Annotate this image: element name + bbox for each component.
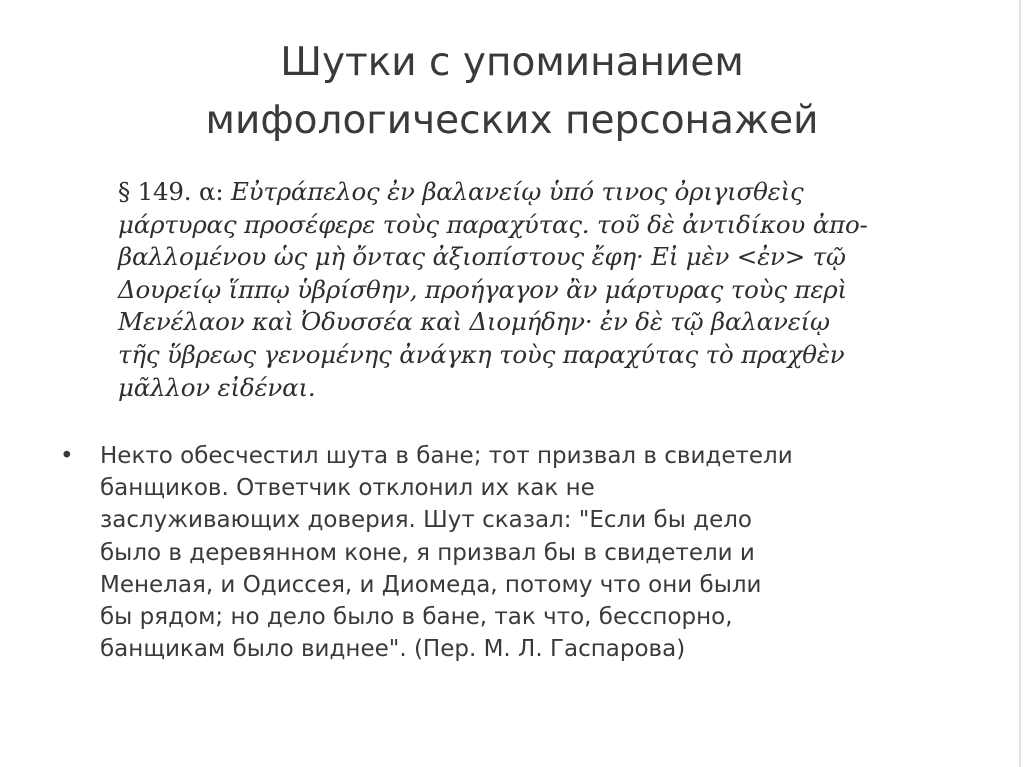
greek-line-6: τῆς ὕβρεως γενομένης ἀνάγκη τοὺς παραχύτας τὸ πραχθὲν (118, 339, 845, 369)
greek-quote-image (118, 176, 878, 434)
section-mark: § 149. α: (118, 177, 224, 206)
list-item (58, 440, 938, 665)
bullet-line-2: банщиков. Ответчик отклонил их как не (100, 475, 595, 502)
greek-line-2: μάρτυρας προσέφερε τοὺς παραχύτας. τοῦ δὲ ἀντιδίκου ἀπο- (118, 209, 868, 239)
bullet-line-4: было в деревянном коне, я призвал бы в свидетели и (100, 539, 755, 566)
bullet-line-6: бы рядом; но дело было в бане, так что, бесспорно, (100, 604, 733, 631)
bullet-icon: • (60, 443, 74, 469)
greek-line-7: μᾶλλον εἰδέναι. (118, 372, 316, 402)
bullet-line-1: Некто обесчестил шута в бане; тот призвал в свидетели (100, 443, 793, 469)
bullet-list (58, 440, 938, 665)
bullet-line-7: банщикам было виднее". (Пер. М. Л. Гаспарова) (100, 636, 686, 663)
greek-line-3: βαλλομένου ὡς μὴ ὄντας ἀξιοπίστους ἔφη· Εἰ μὲν <ἐν> τῷ (118, 242, 846, 272)
slide-edge-divider (1019, 0, 1021, 767)
slide-title (60, 34, 964, 150)
greek-line-1 (118, 176, 878, 209)
greek-line-4: Δουρείῳ ἵππῳ ὑβρίσθην, προήγαγον ἂν μάρτυρας τοὺς περὶ (118, 274, 847, 304)
bullet-line-3: заслуживающих доверия. Шут сказал: "Если бы дело (100, 507, 753, 534)
title-line-2: мифологических персонажей (205, 98, 819, 143)
bullet-line-5: Менелая, и Одиссея, и Диомеда, потому что они были (100, 571, 762, 598)
greek-line-5: Μενέλαον καὶ Ὀδυσσέα καὶ Διομήδην· ἐν δὲ τῷ βαλανείῳ (118, 307, 830, 337)
title-line-1: Шутки с упоминанием (280, 40, 744, 85)
greek-line-1-text: Εὐτράπελος ἐν βαλανείῳ ὑπό τινος ὀριγισθεὶς (230, 177, 804, 206)
